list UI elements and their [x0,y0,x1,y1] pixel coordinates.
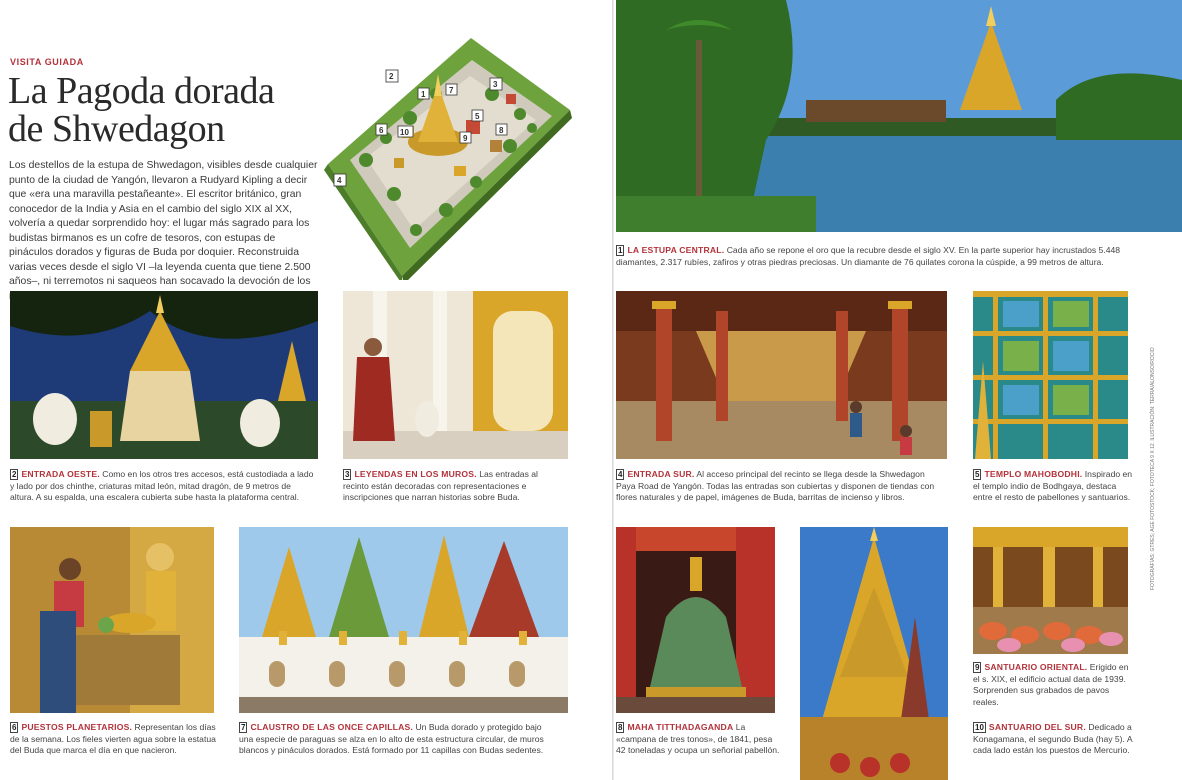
caption-number: 7 [241,723,246,732]
map-marker-1: 1 [421,90,426,99]
caption-number: 5 [975,470,980,479]
photo-west-entrance [10,291,318,459]
photo-south-shrine [800,527,948,780]
map-marker-3: 3 [493,80,498,89]
caption-text: Representan los días de la semana. Los fieles vierten agua sobre la estatua del Buda que marca el día en que nacieron. [10,722,216,756]
map-marker-2: 2 [389,72,394,81]
intro-paragraph: Los destellos de la estupa de Shwedagon, visibles desde cualquier punto de la ciudad de Yangón, llevaron a Rudyard Kipling a decir que «era una maravilla pestañeante». El escritor británico, gran conocedor de la India y Asia en el cambio del siglo XIX al XX, volvería a quedar sorprendido hoy: el lugar más sagrado para los budistas birmanos es un cofre de tesoros, con estupas de pináculos dorados y figuras de Buda por doquier. Reconstruida varias veces desde el siglo VI –la leyenda cuenta que tiene 2.500 años–, ni terremotos ni saqueos han socavado la devoción de los [9,160,318,287]
photo-bell [616,527,775,713]
caption-text: Cada año se repone el oro que la recubre desde el siglo XV. En la parte superior hay incrustados 5.448 diamantes, 2.317 rubíes, zafiros y otras piedras preciosas. Un diamante de 76 quilates corona la cúspide, a 99 metros de altura. [616,245,1121,267]
map-marker-8: 8 [499,126,504,135]
map-marker-10: 10 [400,128,409,137]
photo-credit: FOTOGRAFÍAS: GTRES; AGE FOTOSTOCK; FOTOTECA 9 X 12. ILUSTRACIÓN: TERRA/ALONSO/ROCIO [1150,347,1156,590]
photo-south-entrance [616,291,947,459]
map-marker-5: 5 [475,112,480,121]
caption-heading: LA ESTUPA CENTRAL. [627,245,725,255]
site-illustration [306,34,576,280]
caption-heading: MAHA TITTHADAGANDA [627,722,734,732]
caption-heading: SANTUARIO DEL SUR. [988,722,1086,732]
caption-south-shrine [973,722,1135,757]
caption-wall-legends [343,469,565,504]
caption-central-stupa [616,245,1126,268]
caption-text: Las entradas al recinto están decoradas con representaciones e inscripciones que narran historias sobre Buda. [343,469,538,503]
photo-mahobodhi-temple [973,291,1128,459]
caption-text: Un Buda dorado y protegido bajo una especie de paraguas se alza en lo alto de esta estructura circular, de muros blancos y pináculos dorados. Está formado por 11 capillas con Budas sedentes. [239,722,544,756]
caption-number: 6 [12,723,17,732]
photo-east-shrine [973,527,1128,654]
photo-eleven-chapels [239,527,568,713]
right-page [614,0,1182,780]
caption-text: Erigido en el s. XIX, el edificio actual data de 1939. Sorprenden sus grabados de pavos reales. [973,662,1129,707]
title-line-2: de Shwedagon [8,108,225,150]
section-kicker: VISITA GUIADA [10,57,84,67]
caption-west-entrance [10,469,314,504]
photo-wall-legends [343,291,568,459]
caption-eleven-chapels [239,722,557,757]
caption-heading: TEMPLO MAHOBODHI. [984,469,1083,479]
photo-central-stupa [616,0,1182,232]
caption-east-shrine [973,662,1135,708]
caption-bell [616,722,784,757]
caption-text: La «campana de tres tonos», de 1841, pesa 42 toneladas y ocupa un señorial pabellón. [616,722,780,756]
map-marker-4: 4 [337,176,342,185]
caption-planetary-posts [10,722,216,757]
caption-mahobodhi-temple [973,469,1135,504]
article-title [8,72,308,148]
caption-number: 1 [618,246,623,255]
caption-heading: ENTRADA SUR. [627,469,695,479]
caption-number: 9 [975,663,980,672]
caption-heading: PUESTOS PLANETARIOS. [21,722,133,732]
caption-heading: LEYENDAS EN LOS MUROS. [354,469,477,479]
title-line-1: La Pagoda dorada [8,70,275,112]
photo-planetary-posts [10,527,214,713]
caption-heading: ENTRADA OESTE. [21,469,100,479]
caption-number: 2 [12,470,17,479]
map-marker-7: 7 [449,86,454,95]
caption-south-entrance [616,469,938,504]
caption-heading: CLAUSTRO DE LAS ONCE CAPILLAS. [250,722,414,732]
caption-text: Al acceso principal del recinto se llega desde la Shwedagon Paya Road de Yangón. Todas las entradas son cubiertas y disponen de tiendas con flores naturales y de papel, imágenes de Buda, barritas de incienso y libros. [616,469,935,503]
caption-number: 8 [618,723,623,732]
map-marker-6: 6 [379,126,384,135]
caption-text: Dedicado a Konagamana, el segundo Buda (hay 5). A cada lado están los puestos de Mercurio. [973,722,1133,756]
caption-number: 10 [975,723,984,732]
caption-text: Inspirado en el templo indio de Bodhgaya, destaca entre el resto de pabellones y santuarios. [973,469,1133,503]
map-marker-9: 9 [463,134,468,143]
caption-number: 4 [618,470,623,479]
caption-heading: SANTUARIO ORIENTAL. [984,662,1088,672]
caption-text: Como en los otros tres accesos, está custodiada a lado y lado por dos chinthe, criaturas mitad león, mitad dragón, de 9 metros de altura. A su espalda, una escalera cubierta sube hasta la plataforma central. [10,469,314,503]
caption-number: 3 [345,470,350,479]
